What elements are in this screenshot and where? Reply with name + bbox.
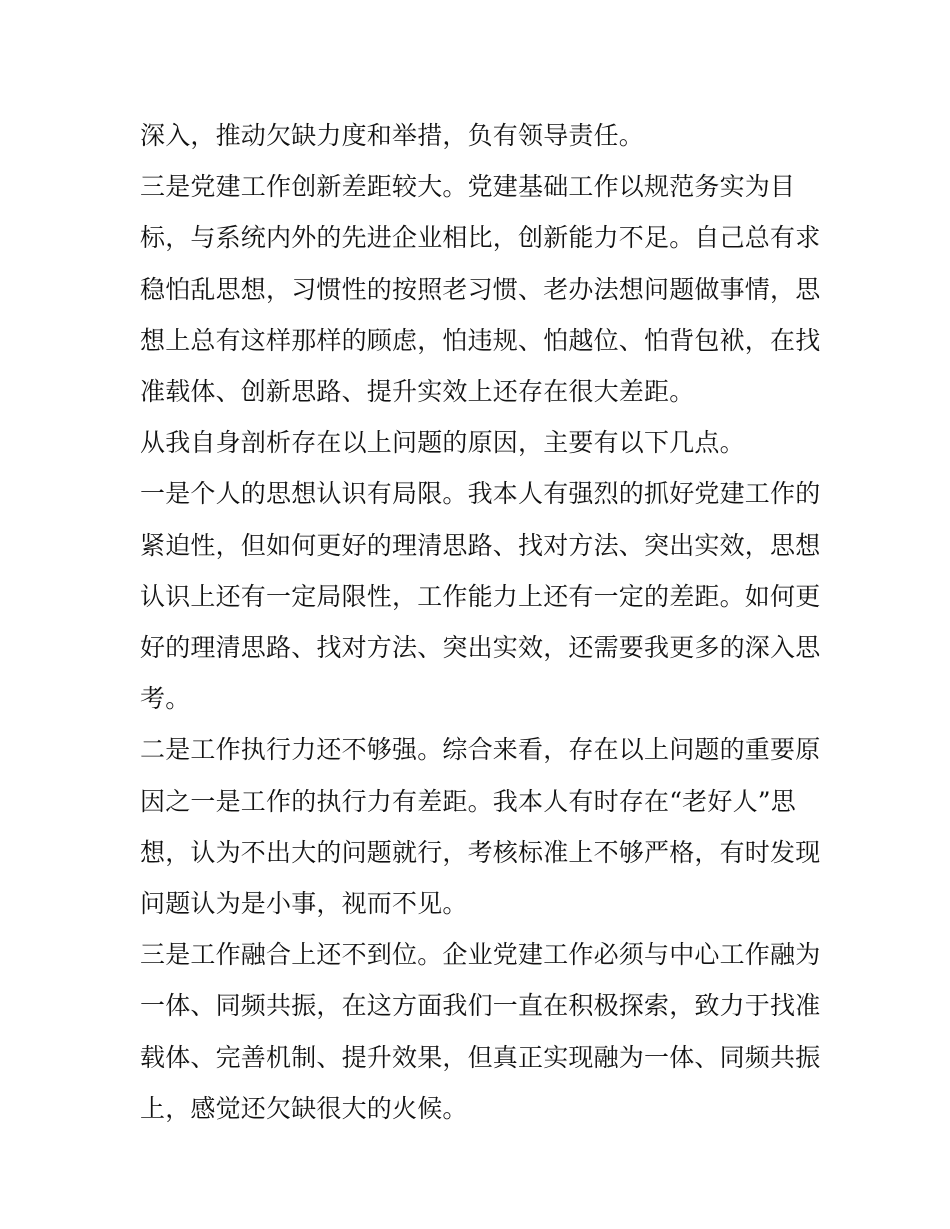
text-line: 三是工作融合上还不到位。企业党建工作必须与中心工作融为 <box>140 940 821 970</box>
text-line: 问题认为是小事，视而不见。 <box>140 889 468 919</box>
text-line: 载体、完善机制、提升效果，但真正实现融为一体、同频共振 <box>140 1042 821 1072</box>
text-line: 考。 <box>140 684 191 714</box>
text-line: 上，感觉还欠缺很大的火候。 <box>140 1093 468 1123</box>
text-line: 因之一是工作的执行力有差距。我本人有时存在“老好人”思 <box>140 786 796 816</box>
text-line: 准载体、创新思路、提升实效上还存在很大差距。 <box>140 377 695 407</box>
text-line: 认识上还有一定局限性，工作能力上还有一定的差距。如何更 <box>140 581 821 611</box>
text-line: 三是党建工作创新差距较大。党建基础工作以规范务实为目 <box>140 172 796 202</box>
document-body <box>140 110 820 1134</box>
text-line: 从我自身剖析存在以上问题的原因，主要有以下几点。 <box>140 428 745 458</box>
text-line: 稳怕乱思想，习惯性的按照老习惯、老办法想问题做事情，思 <box>140 274 821 304</box>
text-line: 深入，推动欠缺力度和举措，负有领导责任。 <box>140 121 645 150</box>
text-line: 一体、同频共振，在这方面我们一直在积极探索，致力于找准 <box>140 991 821 1021</box>
text-line: 紧迫性，但如何更好的理清思路、找对方法、突出实效，思想 <box>140 530 821 560</box>
text-line: 二是工作执行力还不够强。综合来看，存在以上问题的重要原 <box>140 735 821 765</box>
text-line: 好的理清思路、找对方法、突出实效，还需要我更多的深入思 <box>140 633 821 663</box>
text-line: 想，认为不出大的问题就行，考核标准上不够严格，有时发现 <box>140 837 821 867</box>
text-line: 标，与系统内外的先进企业相比，创新能力不足。自己总有求 <box>140 223 821 253</box>
text-line: 想上总有这样那样的顾虑，怕违规、怕越位、怕背包袱，在找 <box>140 325 821 355</box>
text-line: 一是个人的思想认识有局限。我本人有强烈的抓好党建工作的 <box>140 479 821 509</box>
